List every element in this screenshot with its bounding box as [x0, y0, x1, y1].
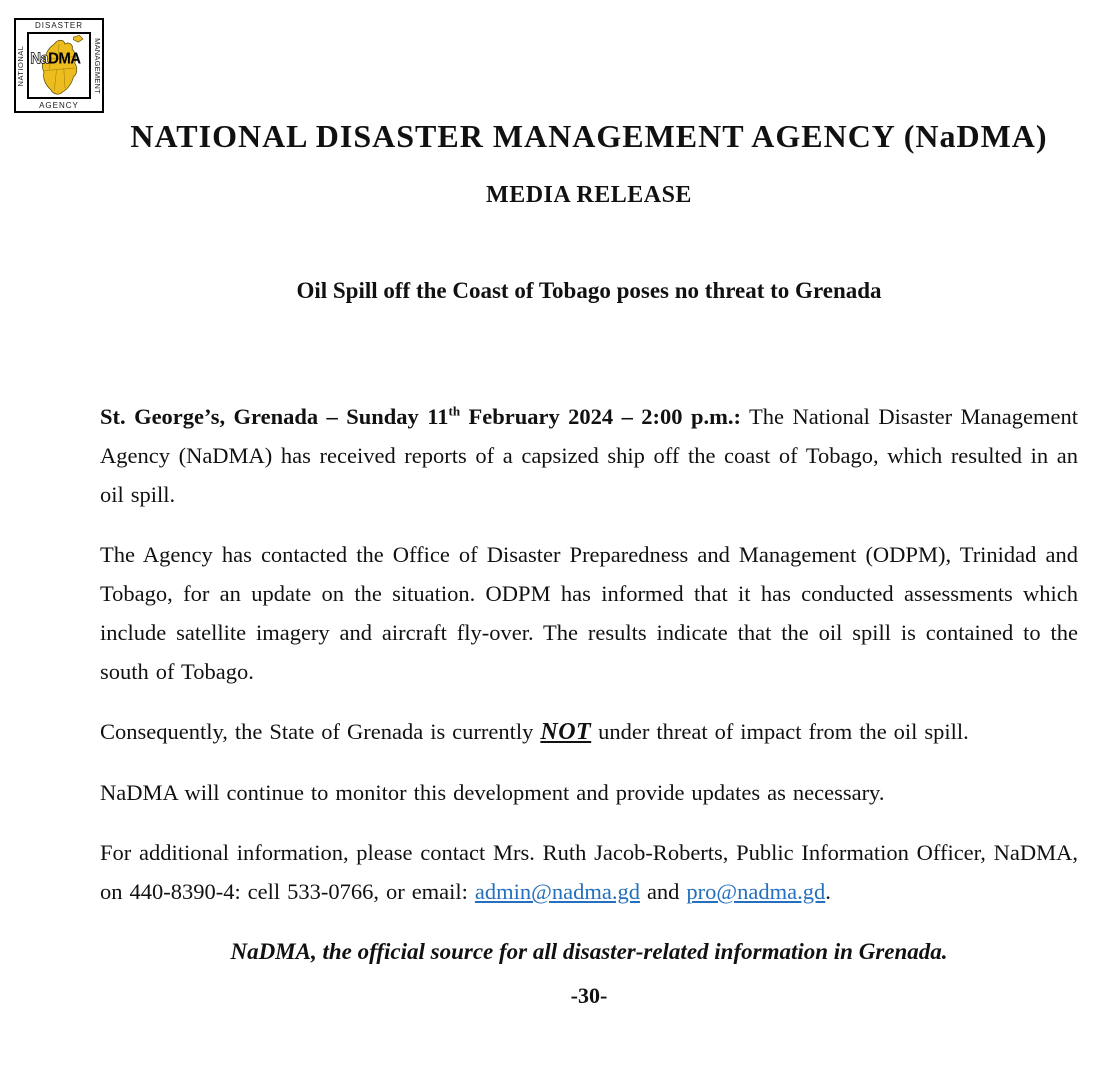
end-mark: -30- [570, 983, 608, 1008]
logo-label-national: NATIONAL [16, 45, 25, 86]
email-link-pro[interactable]: pro@nadma.gd [686, 879, 826, 904]
dateline-time: February 2024 – 2:00 p.m.: [460, 404, 741, 429]
paragraph-contact [100, 833, 1078, 911]
email-link-admin[interactable]: admin@nadma.gd [474, 879, 640, 904]
paragraph-dateline [100, 397, 1078, 514]
logo-label-agency: AGENCY [39, 101, 79, 110]
logo-label-disaster: DISASTER [34, 21, 83, 30]
contact-period: . [825, 879, 831, 904]
official-source-tagline: NaDMA, the official source for all disaster-related information in Grenada. [230, 939, 948, 964]
no-threat-before: Consequently, the State of Grenada is currently [100, 719, 541, 744]
grenada-map-icon [29, 34, 89, 97]
dateline-text: St. George’s, Grenada – Sunday 11 [100, 404, 449, 429]
nadma-logo [14, 18, 104, 113]
paragraph-odpm: The Agency has contacted the Office of Disaster Preparedness and Management (ODPM), Trinidad and Tobago, for an update on the situation. ODPM has informed that it has conducted assessments which include satellite imagery and aircraft fly-over. The results indicate that the oil spill is contained to the south of Tobago. [100, 542, 1078, 684]
paragraph-monitor: NaDMA will continue to monitor this development and provide updates as necessary. [100, 780, 885, 805]
logo-inner-frame [27, 32, 91, 99]
paragraph-dateline-body: The National Disaster Management Agency (NaDMA) has received reports of a capsized ship off the coast of Tobago, which resulted in an oil spill. [100, 404, 1078, 507]
dateline-bold [100, 404, 741, 429]
ordinal-superscript: th [448, 403, 461, 419]
document-content [100, 0, 1078, 1009]
logo-wordmark: NaDMA [30, 50, 81, 68]
no-threat-after: under threat of impact from the oil spill. [591, 719, 969, 744]
not-emphasis: NOT [540, 719, 592, 745]
small-island-shape [73, 35, 83, 42]
logo-label-management: MANAGEMENT [93, 37, 102, 94]
release-headline: Oil Spill off the Coast of Tobago poses no threat to Grenada [296, 278, 882, 303]
agency-title: NATIONAL DISASTER MANAGEMENT AGENCY (NaDMA) [130, 118, 1048, 154]
media-release-subtitle: MEDIA RELEASE [486, 182, 692, 208]
contact-conjunction: and [639, 879, 687, 904]
paragraph-no-threat [100, 712, 1078, 752]
contact-text: For additional information, please contact Mrs. Ruth Jacob-Roberts, Public Information Officer, NaDMA, on 440-8390-4: cell 533-0766, or email: [100, 840, 1078, 904]
